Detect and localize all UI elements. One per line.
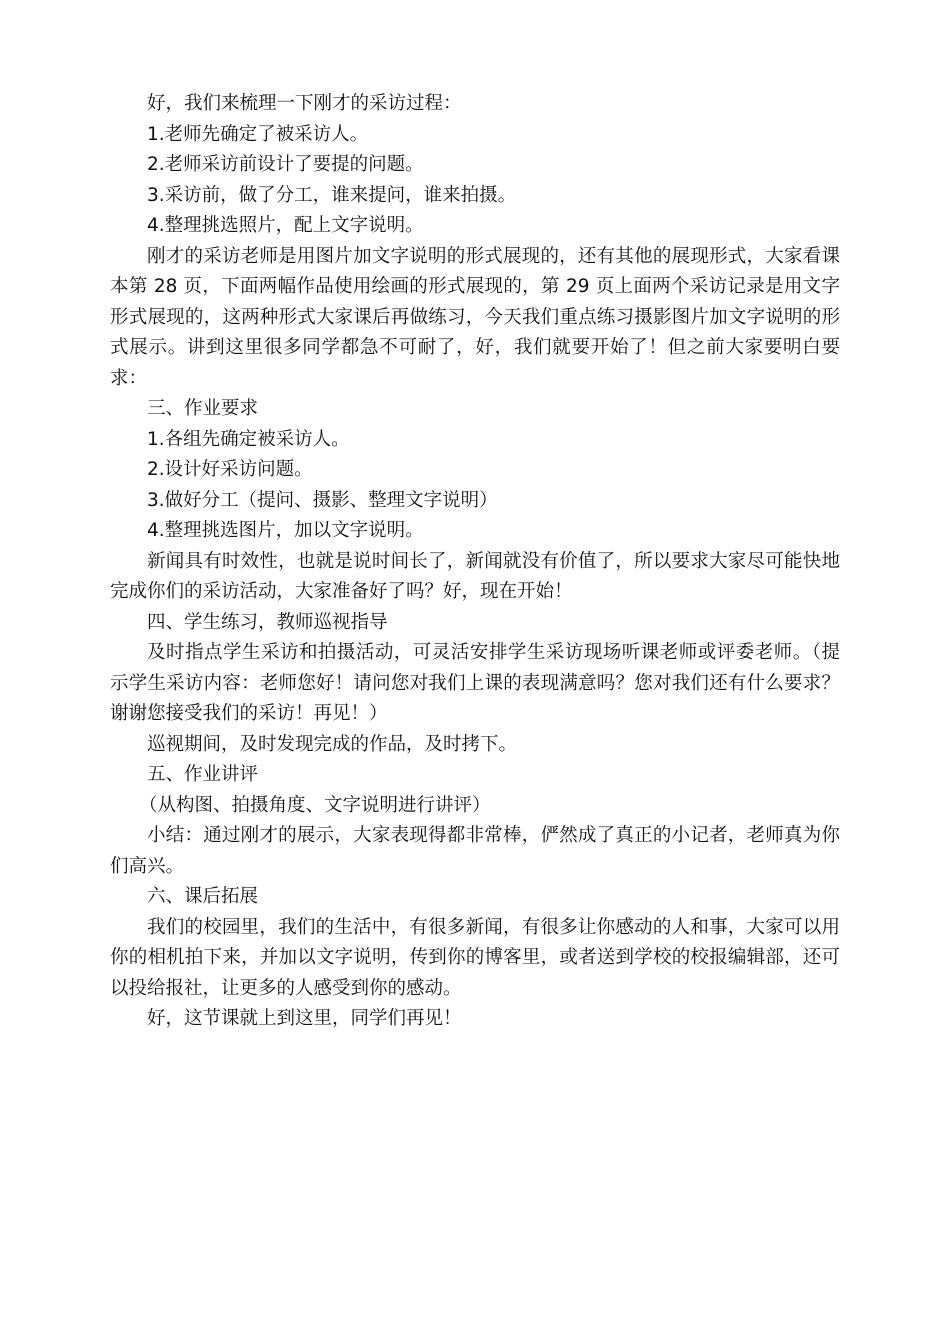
paragraph-requirement-1: 1.各组先确定被采访人。 [147,428,350,450]
heading-homework-requirements: 三、作业要求 [147,398,259,419]
paragraph-forms: 刚才的采访老师是用图片加文字说明的形式展现的，还有其他的展现形式，大家看课本第 28 页，下面两幅作品使用绘画的形式展现的，第 29 页上面两个采访记录是用文字形式展现的，这两种形式大家课后再做练习，今天我们重点练习摄影图片加文字说明的形式展示。讲到这里很多同学都急不可耐了，好，我们就要开始了！但之前大家要明白要求： [110,245,840,389]
paragraph-requirement-4: 4.整理挑选图片，加以文字说明。 [147,520,424,541]
paragraph-review-criteria: （从构图、拍摄角度、文字说明进行讲评） [139,794,491,816]
paragraph-timeliness: 新闻具有时效性，也就是说时间长了，新闻就没有价值了，所以要求大家尽可能快地完成你们的采访活动，大家准备好了吗？好，现在开始！ [110,550,840,602]
heading-student-practice: 四、学生练习，教师巡视指导 [147,611,388,633]
paragraph-summary: 小结：通过刚才的展示，大家表现得都非常棒，俨然成了真正的小记者，老师真为你们高兴。 [110,825,840,877]
heading-extension: 六、课后拓展 [147,886,259,907]
paragraph-requirement-3: 3.做好分工（提问、摄影、整理文字说明） [147,489,498,511]
paragraph-patrol: 巡视期间，及时发现完成的作品，及时拷下。 [147,733,518,755]
paragraph-closing: 好，这节课就上到这里，同学们再见！ [147,1008,462,1029]
paragraph-step-3: 3.采访前，做了分工，谁来提问，谁来拍摄。 [147,184,517,206]
paragraph-step-2: 2.老师采访前设计了要提的问题。 [147,154,424,175]
paragraph-guidance: 及时指点学生采访和拍摄活动，可灵活安排学生采访现场听课老师或评委老师。（提示学生采访内容：老师您好！请问您对我们上课的表现满意吗？您对我们还有什么要求？谢谢您接受我们的采访！再见！） [110,642,840,724]
heading-homework-review: 五、作业讲评 [147,764,259,785]
paragraph-step-4: 4.整理挑选照片，配上文字说明。 [147,215,424,236]
paragraph-requirement-2: 2.设计好采访问题。 [147,459,313,480]
document-page [110,89,840,1035]
paragraph-intro: 好，我们来梳理一下刚才的采访过程： [147,93,462,114]
paragraph-extension: 我们的校园里，我们的生活中，有很多新闻，有很多让你感动的人和事，大家可以用你的相机拍下来，并加以文字说明，传到你的博客里，或者送到学校的校报编辑部，还可以投给报社，让更多的人感受到你的感动。 [110,916,840,999]
paragraph-step-1: 1.老师先确定了被采访人。 [147,123,369,145]
